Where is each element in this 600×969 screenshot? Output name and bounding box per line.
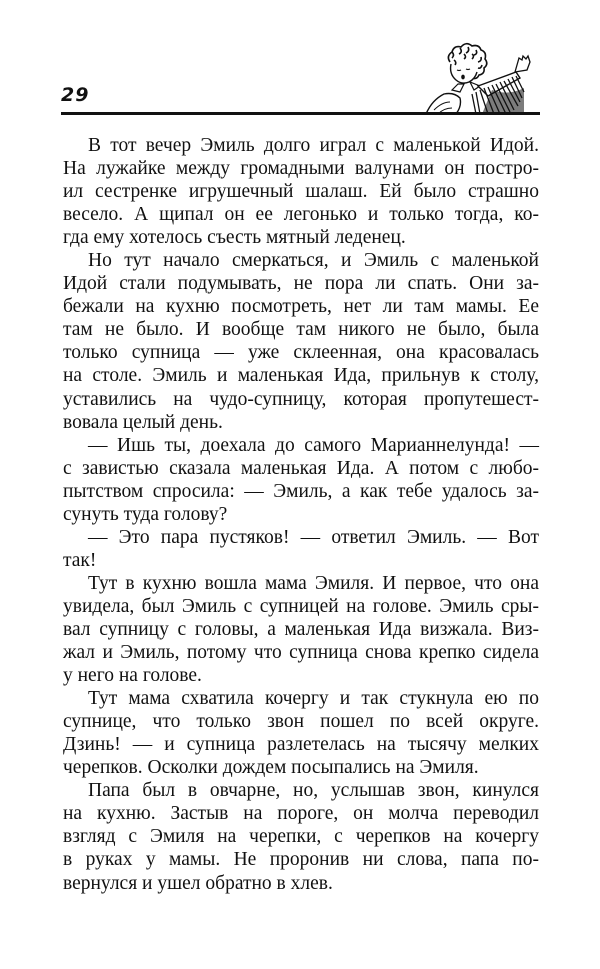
text-line: вернулся и ушел обратно в хлев. (63, 872, 333, 894)
page-number: 29 (61, 84, 90, 106)
text-line: — Ишь ты, доехала до самого Марианнелунда! — (88, 434, 539, 456)
text-line: Папа был в овчарне, но, услышав звон, кинулся (88, 780, 539, 802)
text-line: Идой стали подумывать, не пора ли спать. Они за- (63, 273, 539, 295)
text-line: увидела, был Эмиль с супницей на голове. Эмиль сры- (63, 595, 539, 617)
text-line: ил сестренке игрушечный шалаш. Ей было страшно (63, 181, 539, 203)
text-line: супнице, что только звон пошел по всей округе. (63, 711, 539, 733)
text-line: уставились на чудо-супницу, которая пропутешест- (63, 388, 539, 410)
text-line: пытством спросила: — Эмиль, а как тебе удалось за- (63, 480, 539, 502)
text-line: вовала целый день. (63, 411, 223, 433)
text-line: с завистью сказала маленькая Ида. А потом с любо- (63, 457, 539, 479)
header-rule (61, 112, 540, 115)
text-line: бежали на кухню посмотреть, нет ли там мамы. Ее (63, 296, 539, 318)
text-line: черепков. Осколки дождем посыпались на Эмиля. (63, 757, 479, 779)
text-line: жал и Эмиль, потому что супница снова крепко сидела (63, 642, 539, 664)
text-line: на столе. Эмиль и маленькая Ида, прильнув к столу, (63, 365, 539, 387)
text-line: гда ему хотелось съесть мятный леденец. (63, 227, 406, 249)
text-line: — Это пара пустяков! — ответил Эмиль. — Вот (88, 526, 539, 548)
text-line: Тут в кухню вошла мама Эмиля. И первое, что она (88, 572, 539, 594)
text-line: на кухню. Застыв на пороге, он молча переводил (63, 803, 539, 825)
text-line: только супница — уже склеенная, она красовалась (63, 342, 539, 364)
body-text (63, 134, 539, 895)
text-line: Тут мама схватила кочергу и так стукнула ею по (88, 688, 539, 710)
text-line: так! (63, 549, 97, 571)
text-line: у него на голове. (63, 665, 202, 687)
text-line: На лужайке между громадными валунами он постро- (63, 158, 539, 180)
text-line: там не было. И вообще там никого не было, была (63, 319, 539, 341)
text-line: Дзинь! — и супница разлетелась на тысячу мелких (63, 734, 539, 756)
text-line: сунуть туда голову? (63, 503, 228, 525)
boy-illustration-icon (418, 40, 542, 114)
text-line: весело. А щипал он ее легонько и только тогда, ко- (63, 204, 539, 226)
text-line: взгляд с Эмиля на черепки, с черепков на кочергу (63, 826, 539, 848)
text-line: Но тут начало смеркаться, и Эмиль с маленькой (88, 250, 539, 272)
text-line: вал супницу с головы, а маленькая Ида визжала. Виз- (63, 618, 539, 640)
text-line: В тот вечер Эмиль долго играл с маленькой Идой. (88, 135, 539, 156)
text-line: в руках у мамы. Не проронив ни слова, папа по- (63, 849, 539, 871)
